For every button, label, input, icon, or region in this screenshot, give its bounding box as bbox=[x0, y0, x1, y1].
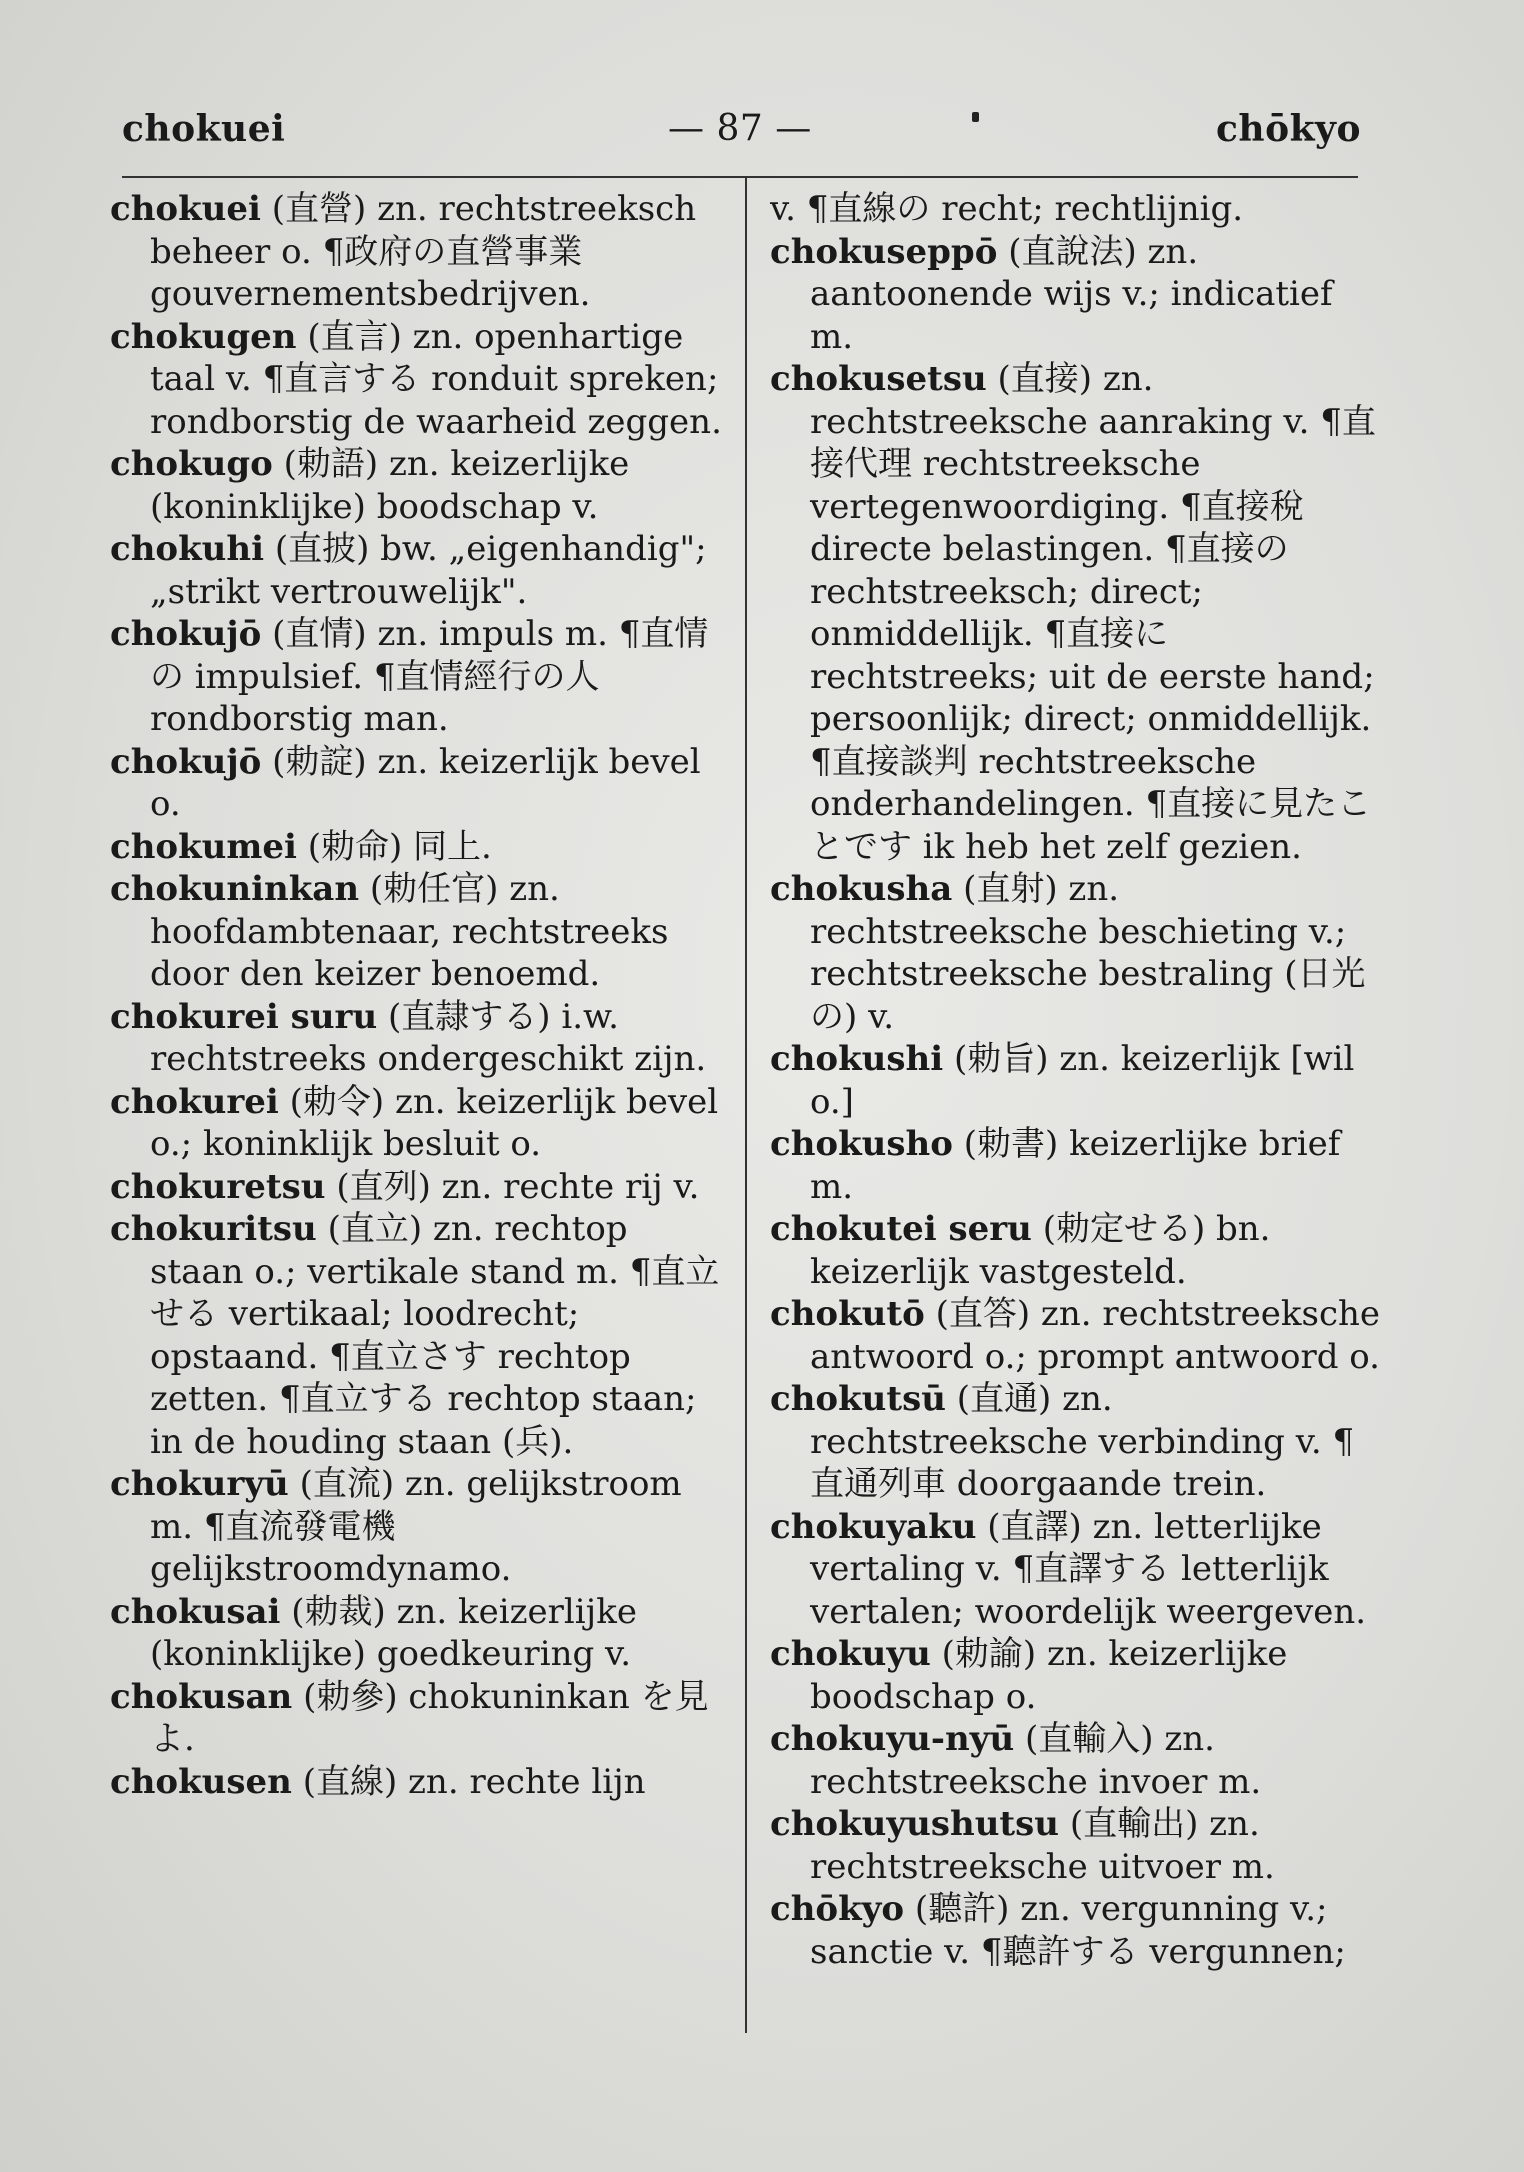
entry-headword: chokuyu bbox=[770, 1634, 931, 1674]
entry-headword: chokuritsu bbox=[110, 1209, 317, 1249]
dictionary-entry bbox=[770, 231, 1384, 359]
dictionary-entry bbox=[770, 868, 1384, 1038]
entry-definition: (直情) zn. impuls m. ¶直情の impulsief. ¶直情經行の人 rondborstig man. bbox=[150, 614, 709, 739]
dictionary-entry bbox=[770, 1718, 1384, 1803]
dictionary-entry bbox=[110, 1676, 724, 1761]
header-rule bbox=[122, 176, 1358, 178]
entry-headword: chokusan bbox=[110, 1676, 293, 1717]
entry-headword: chokujō bbox=[110, 741, 262, 782]
entry-definition: (直隷する) i.w. rechtstreeks ondergeschikt zijn. bbox=[150, 996, 707, 1079]
dictionary-entry bbox=[110, 443, 724, 528]
entry-headword: chokusai bbox=[110, 1591, 281, 1632]
entry-headword: chokujō bbox=[110, 614, 262, 654]
entry-headword: chokutsū bbox=[770, 1379, 946, 1419]
entry-headword: chokutō bbox=[770, 1294, 925, 1334]
entry-definition: (直接) zn. rechtstreeksche aanraking v. ¶直接代理 rechtstreeksche vertegenwoordiging. ¶直接稅 directe belastingen. ¶直接の rechtstreeksch; direct; onmiddellijk. ¶直接に rechtstreeks; uit de eerste hand; persoonlijk; direct; onmiddellijk. ¶直接談判 rechtstreeksche onderhandelingen. ¶直接に見たことです ik heb het zelf gezien. bbox=[810, 359, 1376, 867]
dictionary-entry bbox=[110, 188, 724, 316]
left-column bbox=[110, 188, 724, 2038]
header-right-guide-word: chōkyo bbox=[1216, 108, 1361, 150]
entry-definition: (聽許) zn. vergunning v.; sanctie v. ¶聽許する vergunnen; bbox=[810, 1889, 1346, 1972]
dictionary-entry bbox=[110, 1761, 724, 1804]
entry-definition: (直輸入) zn. rechtstreeksche invoer m. bbox=[810, 1719, 1262, 1802]
entry-definition: (勅參) chokuninkan を見よ. bbox=[150, 1676, 709, 1759]
entry-headword: chokusho bbox=[770, 1124, 953, 1164]
dictionary-entry bbox=[110, 741, 724, 826]
dictionary-entry bbox=[110, 868, 724, 996]
entry-definition: (勅任官) zn. hoofdambtenaar, rechtstreeks door den keizer benoemd. bbox=[150, 869, 669, 994]
entry-definition: (直說法) zn. aantoonende wijs v.; indicatief m. bbox=[810, 231, 1333, 357]
entry-definition: (勅命) 同上. bbox=[307, 826, 492, 867]
dictionary-entry bbox=[770, 358, 1384, 868]
entry-definition: (勅諭) zn. keizerlijke boodschap o. bbox=[810, 1634, 1288, 1717]
dictionary-entry bbox=[110, 316, 724, 444]
entry-definition: (勅定せる) bn. keizerlijk vastgesteld. bbox=[810, 1209, 1271, 1292]
dictionary-entry bbox=[110, 1166, 724, 1209]
entry-definition: (勅語) zn. keizerlijke (koninklijke) boodschap v. bbox=[150, 444, 630, 527]
dictionary-entry bbox=[770, 1888, 1384, 1973]
entry-definition: (直言) zn. openhartige taal v. ¶直言する ronduit spreken; rondborstig de waarheid zeggen. bbox=[150, 316, 722, 442]
entry-headword: chokuseppō bbox=[770, 231, 998, 272]
entry-headword: chokusetsu bbox=[770, 359, 987, 399]
entry-headword: chokuei bbox=[110, 189, 261, 229]
dictionary-entry bbox=[770, 1633, 1384, 1718]
entry-headword: chokutei seru bbox=[770, 1209, 1032, 1249]
dictionary-entry bbox=[110, 1081, 724, 1166]
entry-headword: chokuyaku bbox=[770, 1506, 977, 1547]
header-left-guide-word: chokuei bbox=[122, 108, 286, 150]
entry-definition: (直答) zn. rechtstreeksche antwoord o.; prompt antwoord o. bbox=[810, 1294, 1381, 1377]
dictionary-entry bbox=[770, 1803, 1384, 1888]
entry-headword: chokuretsu bbox=[110, 1166, 326, 1207]
entry-headword: chokuyu-nyū bbox=[770, 1719, 1015, 1759]
entry-definition: (勅諚) zn. keizerlijk bevel o. bbox=[150, 741, 701, 824]
column-divider bbox=[745, 178, 747, 2033]
dictionary-entry bbox=[770, 1123, 1384, 1208]
entry-definition: (直輸出) zn. rechtstreeksche uitvoer m. bbox=[810, 1804, 1275, 1887]
entry-headword: chokusen bbox=[110, 1761, 292, 1802]
entry-definition: (直射) zn. rechtstreeksche beschieting v.; rechtstreeksche bestraling (日光の) v. bbox=[810, 869, 1366, 1037]
entry-definition: (勅令) zn. keizerlijk bevel o.; koninklijk besluit o. bbox=[150, 1081, 719, 1164]
page-number: — 87 — bbox=[668, 108, 812, 149]
entry-headword: chokurei bbox=[110, 1081, 279, 1122]
entry-headword: chokuryū bbox=[110, 1464, 289, 1504]
dictionary-entry bbox=[110, 996, 724, 1081]
dictionary-entry bbox=[110, 1591, 724, 1676]
entry-definition: (直披) bw. „eigenhandig"; „strikt vertrouwelijk". bbox=[150, 529, 707, 612]
dictionary-entry bbox=[110, 1208, 724, 1463]
entry-headword: chokumei bbox=[110, 826, 297, 867]
entry-headword: chokurei suru bbox=[110, 996, 378, 1037]
dictionary-entry bbox=[110, 613, 724, 741]
dictionary-entry bbox=[770, 1208, 1384, 1293]
entry-definition: (直譯) zn. letterlijke vertaling v. ¶直譯する letterlijk vertalen; woordelijk weergeven. bbox=[810, 1506, 1367, 1632]
entry-definition: (直流) zn. gelijkstroom m. ¶直流發電機 gelijkstroomdynamo. bbox=[150, 1464, 682, 1589]
dictionary-entry bbox=[770, 1506, 1384, 1634]
entry-headword: chokushi bbox=[770, 1039, 944, 1079]
dictionary-entry bbox=[770, 1038, 1384, 1123]
entry-headword: chokugen bbox=[110, 316, 297, 357]
entry-headword: chokusha bbox=[770, 869, 953, 909]
entry-definition: (直通) zn. rechtstreeksche verbinding v. ¶直通列車 doorgaande trein. bbox=[810, 1379, 1355, 1504]
entry-definition: (勅旨) zn. keizerlijk [wil o.] bbox=[810, 1039, 1355, 1122]
dictionary-entry bbox=[110, 826, 724, 869]
entry-definition: v. ¶直線の recht; rechtlijnig. bbox=[770, 189, 1244, 229]
entry-definition: (勅裁) zn. keizerlijke (koninklijke) goedkeuring v. bbox=[150, 1591, 637, 1674]
dictionary-entry bbox=[770, 1378, 1384, 1506]
entry-headword: chōkyo bbox=[770, 1889, 905, 1929]
entry-definition: (直線) zn. rechte lijn bbox=[302, 1761, 646, 1802]
entry-definition: (直營) zn. rechtstreeksch beheer o. ¶政府の直營事業 gouvernementsbedrijven. bbox=[150, 189, 697, 314]
dictionary-entry bbox=[770, 1293, 1384, 1378]
entry-definition: (直立) zn. rechtop staan o.; vertikale stand m. ¶直立せる vertikaal; loodrecht; opstaand. ¶直立さす rechtop zetten. ¶直立する rechtop staan; in de houding staan (兵). bbox=[150, 1209, 720, 1462]
entry-headword: chokuyushutsu bbox=[770, 1804, 1059, 1844]
ink-dot bbox=[972, 112, 979, 122]
dictionary-entry bbox=[110, 528, 724, 613]
entry-definition: (直列) zn. rechte rij v. bbox=[336, 1166, 700, 1207]
right-column bbox=[770, 188, 1384, 2038]
entry-headword: chokugo bbox=[110, 444, 273, 484]
entry-headword: chokuninkan bbox=[110, 869, 360, 909]
entry-definition: (勅書) keizerlijke brief m. bbox=[810, 1124, 1341, 1207]
dictionary-entry bbox=[110, 1463, 724, 1591]
entry-headword: chokuhi bbox=[110, 529, 265, 569]
dictionary-entry-continuation bbox=[770, 188, 1384, 231]
